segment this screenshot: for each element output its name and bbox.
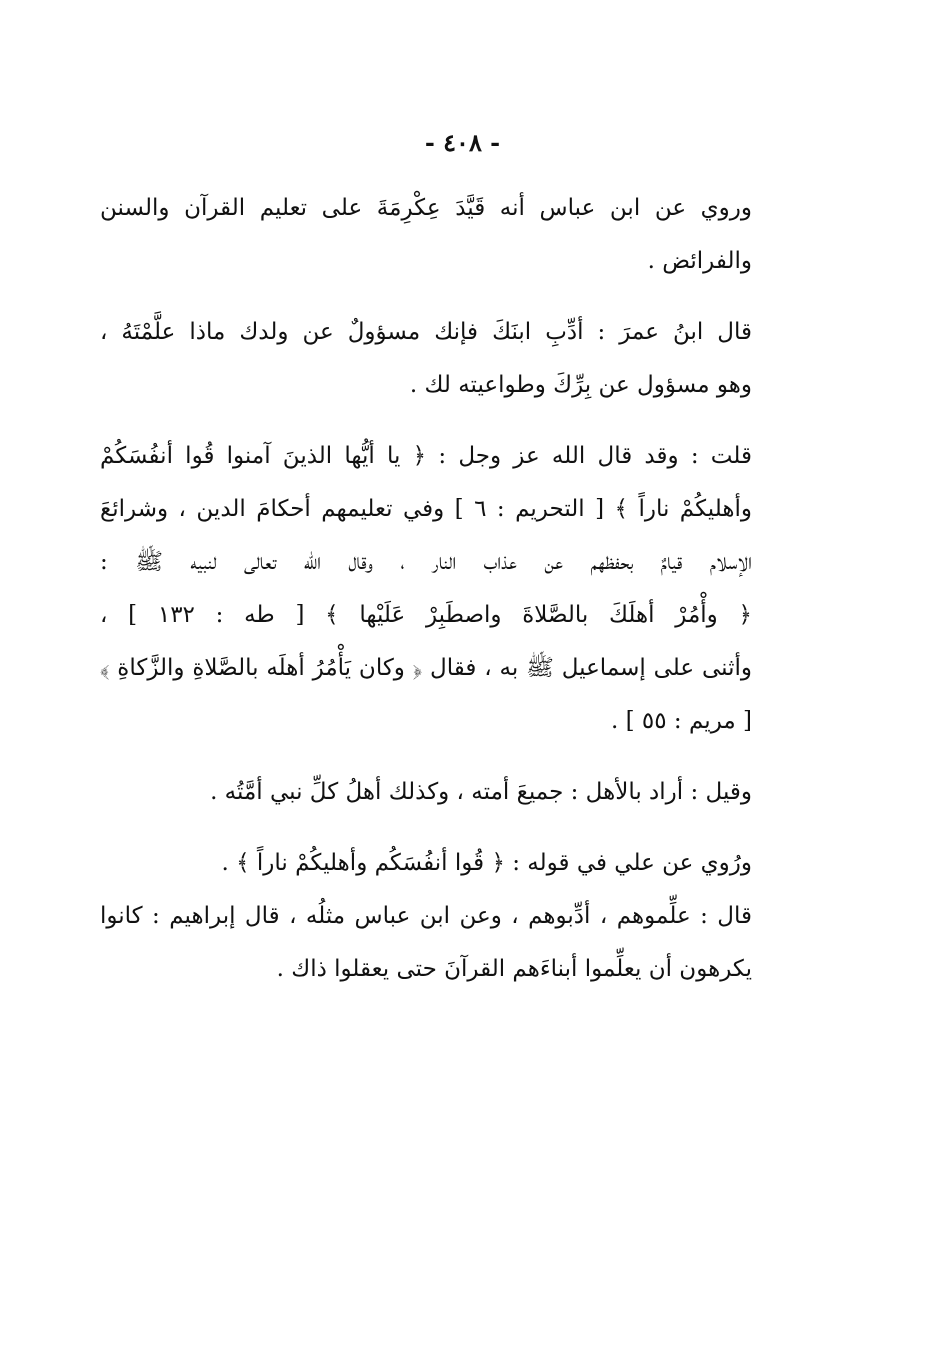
- text-line: وروي عن ابن عباس أنه قَيَّدَ عِكْرِمَةَ على تعليم القرآن والسنن: [100, 195, 752, 221]
- paragraph-2: [100, 306, 752, 412]
- text-line: وقيل : أراد بالأهل : جميعَ أمته ، وكذلك أهلُ كلِّ نبي أمَّتُه .: [210, 779, 752, 805]
- text-line: قال ابنُ عمرَ : أدِّبِ ابنَكَ فإنك مسؤولٌ عن ولدك ماذا علَّمْتَهُ ،: [100, 319, 752, 345]
- text-line: وأثنى على إسماعيل ﷺ به ، فقال ﴿ وكان يَأْمُرُ أهلَه بالصَّلاةِ والزَّكاةِ ﴾: [100, 655, 752, 681]
- text-line: يكرهون أن يعلِّموا أبناءَهم القرآنَ حتى يعقلوا ذاك .: [276, 956, 752, 982]
- text-line: ﴿ وأْمُرْ أهلَكَ بالصَّلاةَ واصطَبِرْ عَلَيْها ﴾ [ طه : ١٣٢ ] ،: [100, 602, 752, 628]
- text-line: [ مريم : ٥٥ ] .: [611, 708, 752, 734]
- text-line: الإسلام قيامٌ بحفظهم عن عذاب النار ، وقال الله تعالى لنبيه ﷺ :: [100, 549, 752, 575]
- text-line: ورُوي عن علي في قوله : ﴿ قُوا أنفُسَكُم وأهليكُمْ ناراً ﴾ .: [221, 850, 752, 876]
- body-text: [100, 182, 752, 1014]
- text-line: قلت : وقد قال الله عز وجل : ﴿ يا أيُّها الذينَ آمنوا قُوا أنفُسَكُمْ: [100, 443, 752, 469]
- text-line: وأهليكُمْ ناراً ﴾ [ التحريم : ٦ ] وفي تعليمهم أحكامَ الدين ، وشرائعَ: [100, 496, 752, 522]
- text-line: قال : علِّموهم ، أدِّبوهم ، وعن ابن عباس مثلُه ، قال إبراهيم : كانوا: [100, 903, 752, 929]
- paragraph-1: [100, 182, 752, 288]
- text-line: والفرائض .: [647, 248, 752, 274]
- paragraph-3: [100, 430, 752, 748]
- text-line: وهو مسؤول عن بِرِّكَ وطواعيته لك .: [409, 372, 752, 398]
- page-number: - ٤٠٨ -: [424, 128, 501, 157]
- paragraph-4: [100, 766, 752, 819]
- paragraph-5: [100, 837, 752, 996]
